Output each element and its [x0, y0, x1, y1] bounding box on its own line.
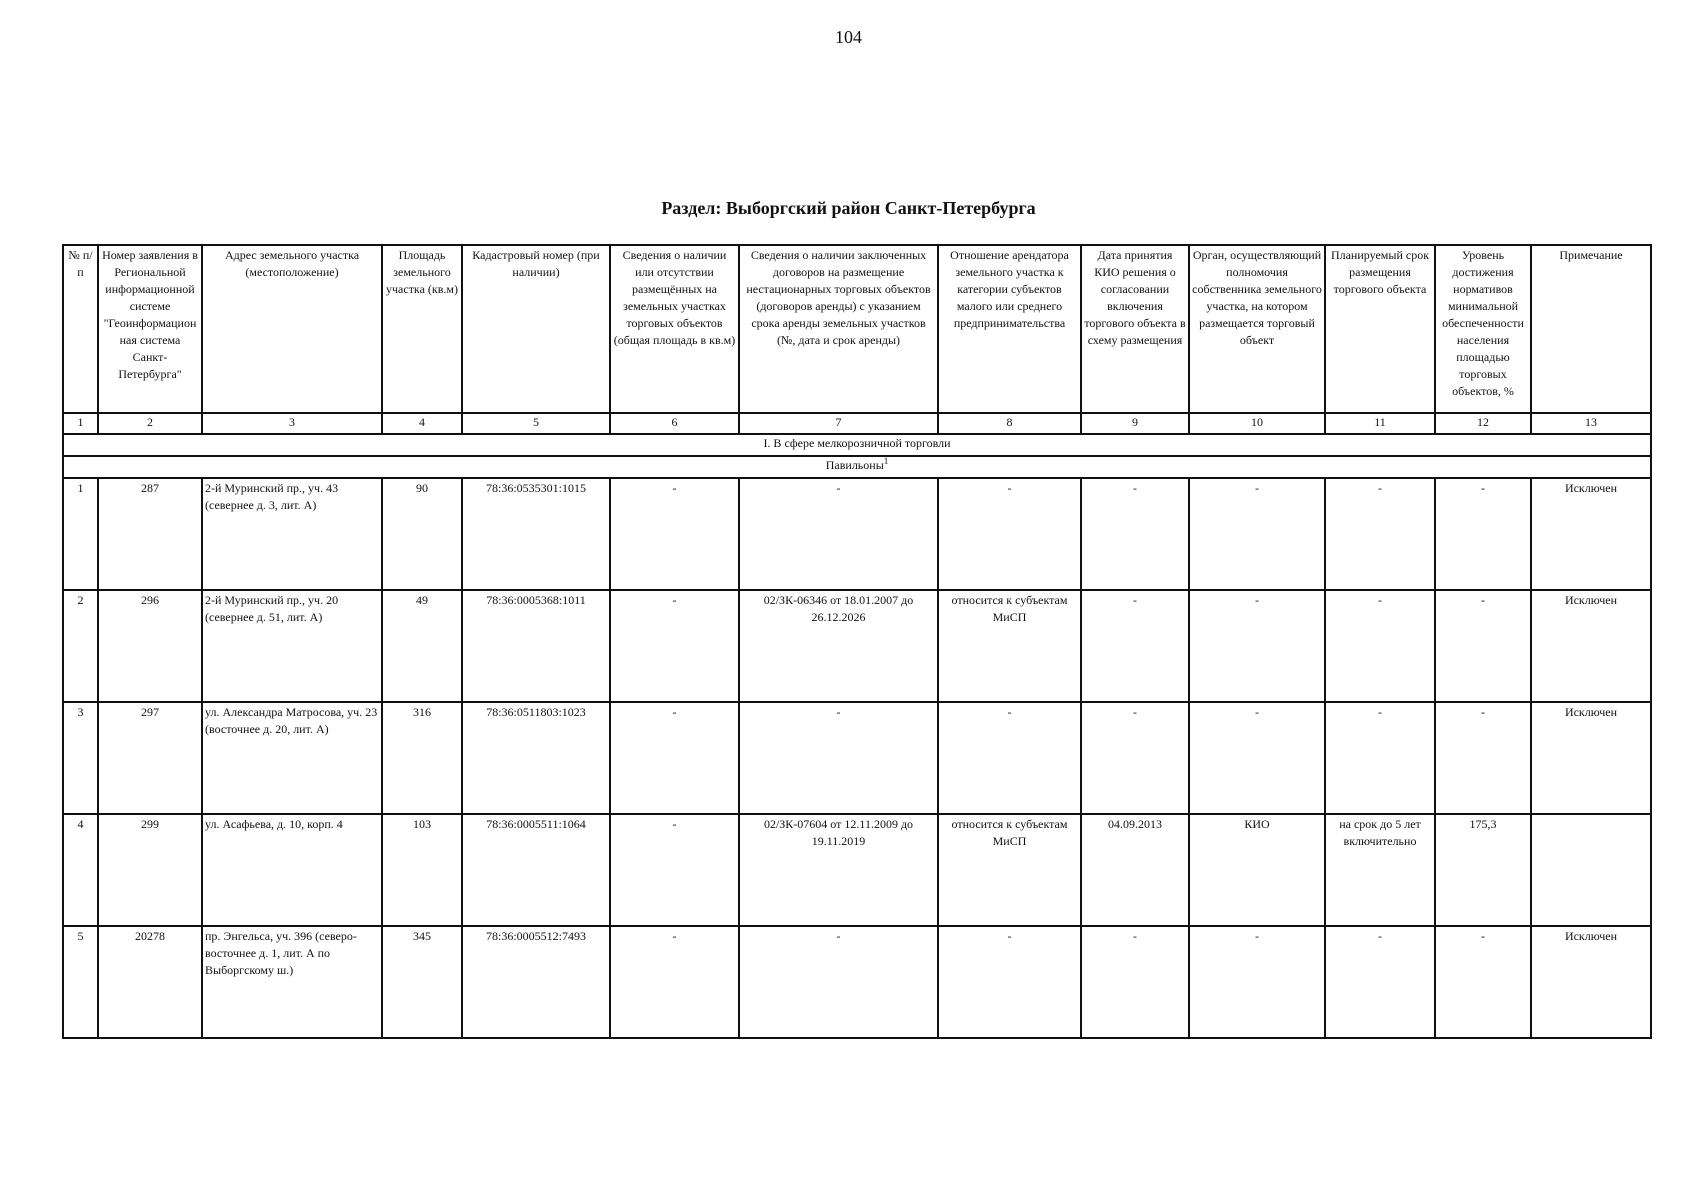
cadastral-number: 78:36:0005511:1064: [462, 814, 610, 926]
standard-level: -: [1435, 478, 1531, 590]
note: [1531, 814, 1651, 926]
area: 316: [382, 702, 462, 814]
row-number: 1: [63, 478, 98, 590]
header-cell-4: Площадь земельного участка (кв.м): [382, 245, 462, 413]
header-cell-5: Кадастровый номер (при наличии): [462, 245, 610, 413]
table-row: [63, 478, 1651, 590]
section-band: I. В сфере мелкорозничной торговли: [63, 434, 1651, 456]
note: Исключен: [1531, 590, 1651, 702]
objects-info: -: [610, 590, 739, 702]
cadastral-number: 78:36:0005368:1011: [462, 590, 610, 702]
address: ул. Александра Матросова, уч. 23 (восточнее д. 20, лит. А): [202, 702, 382, 814]
registry-table: [62, 244, 1652, 1039]
objects-info: -: [610, 702, 739, 814]
page-number: 104: [835, 27, 862, 47]
objects-info: -: [610, 478, 739, 590]
owner-authority: -: [1189, 926, 1325, 1038]
column-number: 9: [1081, 413, 1189, 434]
column-number: 7: [739, 413, 938, 434]
cadastral-number: 78:36:0005512:7493: [462, 926, 610, 1038]
table-header-row: [63, 245, 1651, 413]
table-row: [63, 702, 1651, 814]
kio-decision-date: -: [1081, 590, 1189, 702]
area: 345: [382, 926, 462, 1038]
column-number: 12: [1435, 413, 1531, 434]
contracts-info: -: [739, 926, 938, 1038]
column-number: 8: [938, 413, 1081, 434]
objects-info: -: [610, 814, 739, 926]
note: Исключен: [1531, 702, 1651, 814]
area: 103: [382, 814, 462, 926]
placement-term: -: [1325, 926, 1435, 1038]
application-number: 296: [98, 590, 202, 702]
column-number: 11: [1325, 413, 1435, 434]
header-cell-9: Дата принятия КИО решения о согласовании включения торгового объекта в схему размещения: [1081, 245, 1189, 413]
column-number: 10: [1189, 413, 1325, 434]
address: пр. Энгельса, уч. 396 (северо-восточнее д. 1, лит. А по Выборгскому ш.): [202, 926, 382, 1038]
address: 2-й Муринский пр., уч. 43 (севернее д. 3, лит. А): [202, 478, 382, 590]
header-cell-7: Сведения о наличии заключенных договоров на размещение нестационарных торговых объектов (договоров аренды) с указанием срока аренды земельных участков (№, дата и срок аренды): [739, 245, 938, 413]
area: 49: [382, 590, 462, 702]
row-number: 4: [63, 814, 98, 926]
note: Исключен: [1531, 926, 1651, 1038]
owner-authority: -: [1189, 478, 1325, 590]
cadastral-number: 78:36:0535301:1015: [462, 478, 610, 590]
application-number: 20278: [98, 926, 202, 1038]
application-number: 299: [98, 814, 202, 926]
objects-info: -: [610, 926, 739, 1038]
standard-level: -: [1435, 926, 1531, 1038]
smb-category: -: [938, 702, 1081, 814]
table-row: [63, 926, 1651, 1038]
subsection-band: [63, 456, 1651, 478]
header-cell-6: Сведения о наличии или отсутствии размещённых на земельных участках торговых объектов (общая площадь в кв.м): [610, 245, 739, 413]
section-title: Раздел: Выборгский район Санкт-Петербурга: [661, 198, 1036, 218]
column-number: 5: [462, 413, 610, 434]
row-number: 3: [63, 702, 98, 814]
table-row: [63, 590, 1651, 702]
smb-category: -: [938, 926, 1081, 1038]
header-cell-12: Уровень достижения нормативов минимальной обеспеченности населения площадью торговых объектов, %: [1435, 245, 1531, 413]
smb-category: -: [938, 478, 1081, 590]
kio-decision-date: -: [1081, 702, 1189, 814]
section-band-row: [63, 434, 1651, 456]
table-row: [63, 814, 1651, 926]
application-number: 287: [98, 478, 202, 590]
column-number: 1: [63, 413, 98, 434]
contracts-info: 02/ЗК-07604 от 12.11.2009 до 19.11.2019: [739, 814, 938, 926]
smb-category: относится к субъектам МиСП: [938, 590, 1081, 702]
header-cell-10: Орган, осуществляющий полномочия собственника земельного участка, на котором размещается торговый объект: [1189, 245, 1325, 413]
standard-level: -: [1435, 702, 1531, 814]
header-cell-2: Номер заявления в Региональной информационной системе "Геоинформационная система Санкт-Петербурга": [98, 245, 202, 413]
area: 90: [382, 478, 462, 590]
smb-category: относится к субъектам МиСП: [938, 814, 1081, 926]
contracts-info: 02/ЗК-06346 от 18.01.2007 до 26.12.2026: [739, 590, 938, 702]
header-cell-8: Отношение арендатора земельного участка к категории субъектов малого или среднего предпринимательства: [938, 245, 1081, 413]
subsection-label: Павильоны: [825, 458, 884, 472]
standard-level: -: [1435, 590, 1531, 702]
application-number: 297: [98, 702, 202, 814]
kio-decision-date: -: [1081, 478, 1189, 590]
owner-authority: -: [1189, 702, 1325, 814]
cadastral-number: 78:36:0511803:1023: [462, 702, 610, 814]
owner-authority: КИО: [1189, 814, 1325, 926]
address: 2-й Муринский пр., уч. 20 (севернее д. 51, лит. А): [202, 590, 382, 702]
placement-term: -: [1325, 590, 1435, 702]
kio-decision-date: -: [1081, 926, 1189, 1038]
owner-authority: -: [1189, 590, 1325, 702]
subsection-band-row: [63, 456, 1651, 478]
column-number: 6: [610, 413, 739, 434]
placement-term: на срок до 5 лет включительно: [1325, 814, 1435, 926]
column-number: 4: [382, 413, 462, 434]
kio-decision-date: 04.09.2013: [1081, 814, 1189, 926]
row-number: 5: [63, 926, 98, 1038]
header-cell-1: № п/п: [63, 245, 98, 413]
address: ул. Асафьева, д. 10, корп. 4: [202, 814, 382, 926]
header-cell-11: Планируемый срок размещения торгового объекта: [1325, 245, 1435, 413]
header-cell-3: Адрес земельного участка (местоположение): [202, 245, 382, 413]
standard-level: 175,3: [1435, 814, 1531, 926]
column-number: 2: [98, 413, 202, 434]
contracts-info: -: [739, 478, 938, 590]
placement-term: -: [1325, 478, 1435, 590]
column-number: 3: [202, 413, 382, 434]
row-number: 2: [63, 590, 98, 702]
column-number: 13: [1531, 413, 1651, 434]
column-number-row: [63, 413, 1651, 434]
placement-term: -: [1325, 702, 1435, 814]
footnote-marker: 1: [883, 456, 889, 466]
note: Исключен: [1531, 478, 1651, 590]
header-cell-13: Примечание: [1531, 245, 1651, 413]
contracts-info: -: [739, 702, 938, 814]
